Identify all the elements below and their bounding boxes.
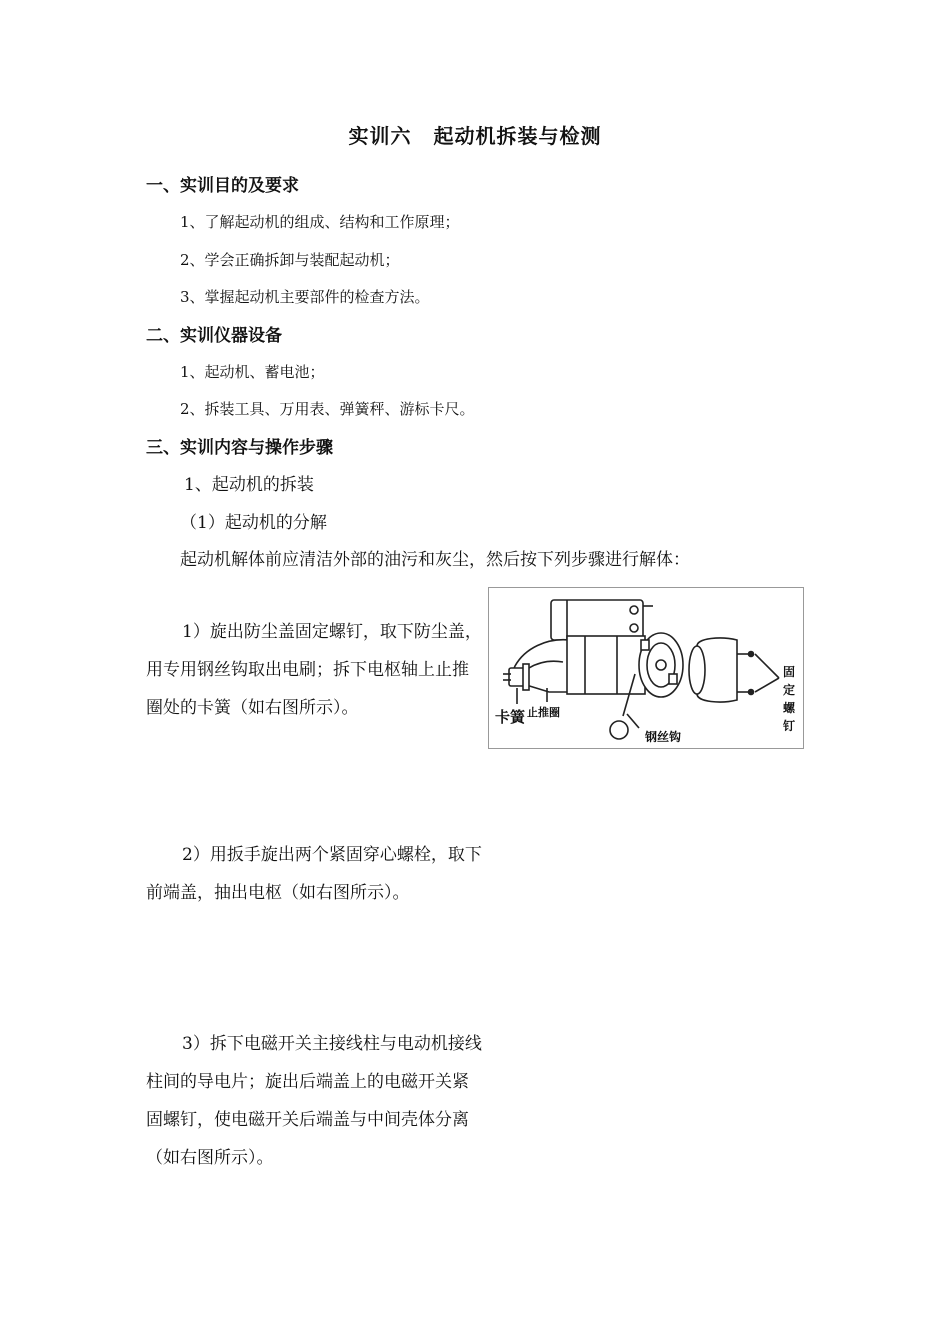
label-fix-screw-4: 钉 (783, 719, 796, 733)
intro-paragraph: 起动机解体前应清洁外部的油污和灰尘，然后按下列步骤进行解体： (180, 550, 690, 570)
section-1-item-1: 1、了解起动机的组成、结构和工作原理； (180, 213, 460, 231)
step-2-text: 2）用扳手旋出两个紧固穿心螺栓，取下前端盖，抽出电枢（如右图所示）。 (146, 845, 482, 903)
section-2-item-2: 2、拆装工具、万用表、弹簧秤、游标卡尺。 (180, 400, 475, 418)
label-fix-screw-2: 定 (783, 683, 796, 697)
section-1-item-3: 3、掌握起动机主要部件的检查方法。 (180, 288, 430, 306)
subheading-disassembly: 1、起动机的拆装 (184, 475, 314, 495)
section-heading-2: 二、实训仪器设备 (146, 326, 282, 346)
step-1-paragraph (146, 613, 482, 727)
step-3-paragraph (146, 1025, 482, 1177)
step-2-paragraph (146, 836, 482, 912)
label-thrust-ring: 止推圈 (527, 706, 560, 719)
section-heading-3: 三、实训内容与操作步骤 (146, 438, 333, 458)
title-part-2: 起动机拆装与检测 (433, 124, 602, 148)
section-2-item-1: 1、起动机、蓄电池； (180, 363, 325, 381)
section-1-item-2: 2、学会正确拆卸与装配起动机； (180, 251, 400, 269)
label-fix-screw-1: 固 (783, 665, 796, 679)
step-3-text: 3）拆下电磁开关主接线柱与电动机接线柱间的导电片；旋出后端盖上的电磁开关紧固螺钉，使电磁开关后端盖与中间壳体分离（如右图所示）。 (146, 1034, 482, 1168)
section-heading-1: 一、实训目的及要求 (146, 176, 299, 196)
label-snap-ring: 卡簧 (495, 708, 526, 726)
step-1-text: 1）旋出防尘盖固定螺钉，取下防尘盖，用专用钢丝钩取出电刷；拆下电枢轴上止推圈处的卡簧（如右图所示）。 (146, 622, 482, 718)
title-part-1: 实训六 (348, 124, 412, 148)
page-title (0, 120, 950, 149)
label-wire-hook: 钢丝钩 (645, 730, 682, 744)
subheading-decomposition: （1）起动机的分解 (180, 513, 327, 533)
starter-motor-figure (488, 587, 804, 749)
label-fix-screw-3: 螺 (783, 701, 796, 715)
starter-motor-illustration (489, 588, 803, 748)
